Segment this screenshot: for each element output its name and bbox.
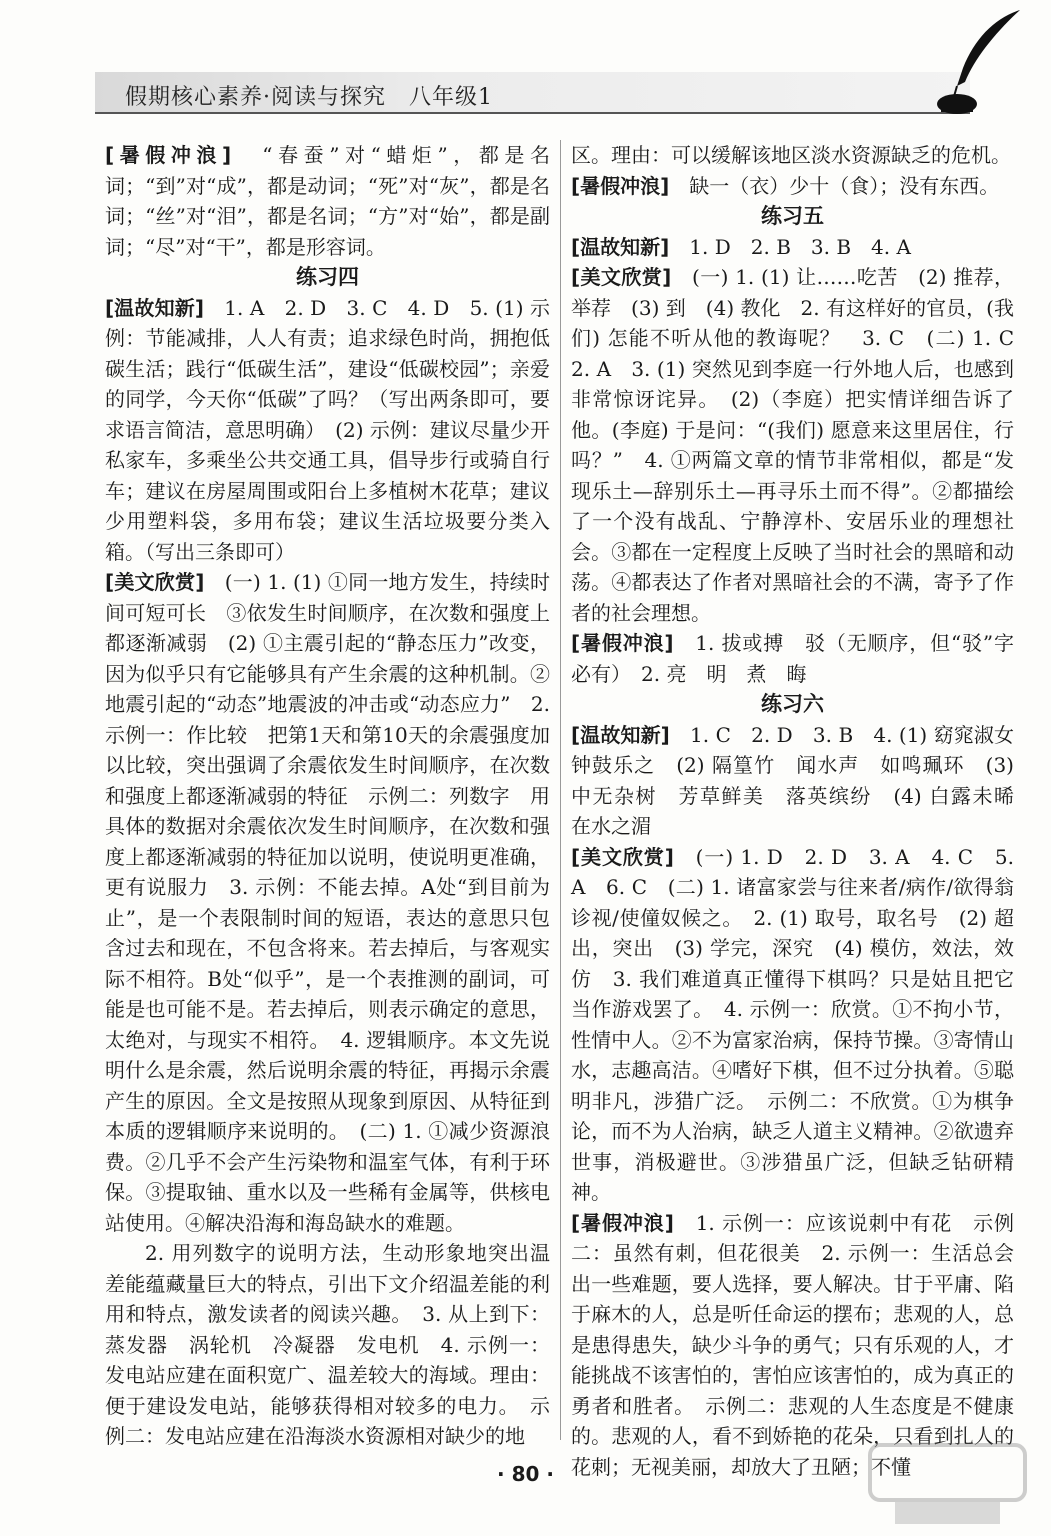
section-tag: [美文欣赏] <box>571 265 672 289</box>
section-tag: [美文欣赏] <box>105 570 205 594</box>
answer-text: 缺一（衣）少十（食）；没有东西。 <box>669 173 1000 198</box>
section-tag: [温故知新] <box>105 295 204 320</box>
left-column <box>105 140 550 1452</box>
section-tag: [美文欣赏] <box>571 844 674 869</box>
page-header <box>95 72 970 114</box>
continued-text: 区。理由：可以缓解该地区淡水资源缺乏的危机。 <box>571 143 1011 167</box>
section-tag: [暑假冲浪] <box>571 173 670 198</box>
reading-answer <box>571 842 1014 1208</box>
answer-text: “春蚕”对“蜡炬”，都是名词；“到”对“成”，都是动词；“死”对“灰”，都是名词；“丝”对“泪”，都是名词；“方”对“始”，都是副词；“尽”对“干”，都是形容词。 <box>105 143 551 259</box>
reading-answer <box>571 262 1034 628</box>
section-title-6: 练习六 <box>761 692 824 716</box>
page-number: · 80 · <box>497 1462 554 1486</box>
right-column <box>571 140 1035 1482</box>
answer-text: 1. D 2. B 3. B 4. A <box>669 234 911 259</box>
watermark-logo-icon <box>865 1440 1030 1530</box>
quill-ink-icon <box>935 8 1025 118</box>
answer-text: (一) 1. (1) 让……吃苦 (2) 推荐，举荐 (3) 到 (4) 教化 2. 有这样好的官员，(我们) 怎能不听从他的教诲呢？ 3. C (二) 1. C 2. A 3. (1) 突然见到李庭一行外地人后，也感到非常惊讶诧异。 (2)（李庭）把实情详细告诉了他。(李庭) 于是问：“(我们) 愿意来这里居住，行吗？” 4. ①两篇文章的情节非常相似，都是“发现乐土—辞别乐土—再寻乐土而不得”。②都描绘了一个没有战乱、宁静淳朴、安居乐业的理想社会。③都在一定程度上反映了当时社会的黑暗和动荡。④都表达了作者对黑暗社会的不满，寄予了作者的社会理想。 <box>571 265 1034 625</box>
answer-text: 1. 拔或搏 驳（无顺序，但“驳”字必有） 2. 亮 明 煮 晦 <box>571 631 1014 686</box>
answer-text: (一) 1. (1) ①同一地方发生，持续时间可短可长 ③依发生时间顺序，在次数和强度上都逐渐减弱 (2) ①主震引起的“静态压力”改变，因为似乎只有它能够具有产生余震的这种机制。②地震引起的“动态”地震波的冲击或“动态应力” 2. 示例一：作比较 把第1天和第10天的余震强度加以比较，突出强调了余震依发生时间顺序，在次数和强度上都逐渐减弱的特征 示例二：列数字 用具体的数据对余震依次发生时间顺序，在次数和强度上都逐渐减弱的特征加以说明，使说明更准确，更有说服力 3. 示例：不能去掉。A处“到目前为止”，是一个表限制时间的短语，表达的意思只包含过去和现在，不包含将来。若去掉后，与客观实际不相符。B处“似乎”，是一个表推测的副词，可能是也可能不是。若去掉后，则表示确定的意思，太绝对，与现实不相符。 4. 逻辑顺序。本文先说明什么是余震，然后说明余震的特征，再揭示余震产生的原因。全文是按照从现象到原因、从特征到本质的逻辑顺序来说明的。 (二) 1. ①减少资源浪费。②几乎不会产生污染物和温室气体，有利于环保。③提取铀、重水以及一些稀有金属等，供核电站使用。④解决沿海和海岛缺水的难题。 <box>105 570 551 1235</box>
section-title-4: 练习四 <box>296 265 359 289</box>
summer-surf-answer <box>571 171 1014 202</box>
section-tag: [暑假冲浪] <box>571 631 674 655</box>
section-tag: [暑假冲浪] <box>571 1210 674 1235</box>
section-tag: [温故知新] <box>571 234 670 259</box>
section-tag: [暑假冲浪] <box>105 143 232 167</box>
answer-text: (一) 1. D 2. D 3. A 4. C 5. A 6. C (二) 1. 诸富家尝与往来者/病作/欲得翁诊视/使僮奴候之。 2. (1) 取号，取名号 (2) 超出，突出 (3) 学完，深究 (4) 模仿，效法，效仿 3. 我们难道真正懂得下棋吗？只是姑且把它当作游戏罢了。 4. 示例一：欣赏。①不拘小节，性情中人。②不为富家治病，保持节操。③寄情山水，志趣高洁。④嗜好下棋，但不过分执着。⑤聪明非凡，涉猎广泛。 示例二：不欣赏。①为棋争论，而不为人治病，缺乏人道主义精神。②欲遗弃世事，消极避世。③涉猎虽广泛，但缺乏钻研精神。 <box>571 844 1015 1204</box>
review-answer <box>105 293 550 568</box>
summer-surf-answer <box>571 628 1014 689</box>
review-answer <box>571 720 1035 842</box>
section-title-5: 练习五 <box>761 204 824 228</box>
section-tag: [温故知新] <box>571 722 670 747</box>
reading-answer <box>105 567 550 1238</box>
reading-answer-continued: 2. 用列数字的说明方法，生动形象地突出温差能蕴藏量巨大的特点，引出下文介绍温差能的利用和特点，激发读者的阅读兴趣。 3. 从上到下：蒸发器 涡轮机 冷凝器 发电机 4. 示例一：发电站应建在面积宽广、温差较大的海域。理由：便于建设发电站，能够获得相对较多的电力。 示例二：发电站应建在沿海淡水资源相对缺少的地 <box>105 1241 550 1448</box>
answer-text: 1. C 2. D 3. B 4. (1) 窈窕淑女 钟鼓乐之 (2) 隔篁竹 闻水声 如鸣珮环 (3) 中无杂树 芳草鲜美 落英缤纷 (4) 白露未晞 在水之湄 <box>571 722 1035 838</box>
answer-text: 1. A 2. D 3. C 4. D 5. (1) 示例：节能减排，人人有责；追求绿色时尚，拥抱低碳生活；践行“低碳生活”，建设“低碳校园”；亲爱的同学，今天你“低碳”了吗？（写出两条即可，要求语言简洁，意思明确） (2) 示例：建议尽量少开私家车，多乘坐公共交通工具，倡导步行或骑自行车；建议在房屋周围或阳台上多植树木花草；建议少用塑料袋，多用布袋；建议生活垃圾要分类入箱。（写出三条即可） <box>105 295 550 564</box>
column-divider <box>560 140 561 1440</box>
answer-text: 1. 示例一：应该说刺中有花 示例二：虽然有刺，但花很美 2. 示例一：生活总会出一些难题，要人选择，要人解决。甘于平庸、陷于麻木的人，总是听任命运的摆布；悲观的人，总是患得患失，缺少斗争的勇气；只有乐观的人，才能挑战不该害怕的，害怕应该害怕的，成为真正的勇者和胜者。 示例二：悲观的人生态度是不健康的。悲观的人，看不到娇艳的花朵，只看到扎人的花刺；无视美丽，却放大了丑陋；不懂 <box>571 1210 1014 1479</box>
summer-surf-answer <box>105 140 550 262</box>
header-title: 假期核心素养·阅读与探究 八年级1 <box>125 85 493 110</box>
review-answer <box>571 232 1014 263</box>
